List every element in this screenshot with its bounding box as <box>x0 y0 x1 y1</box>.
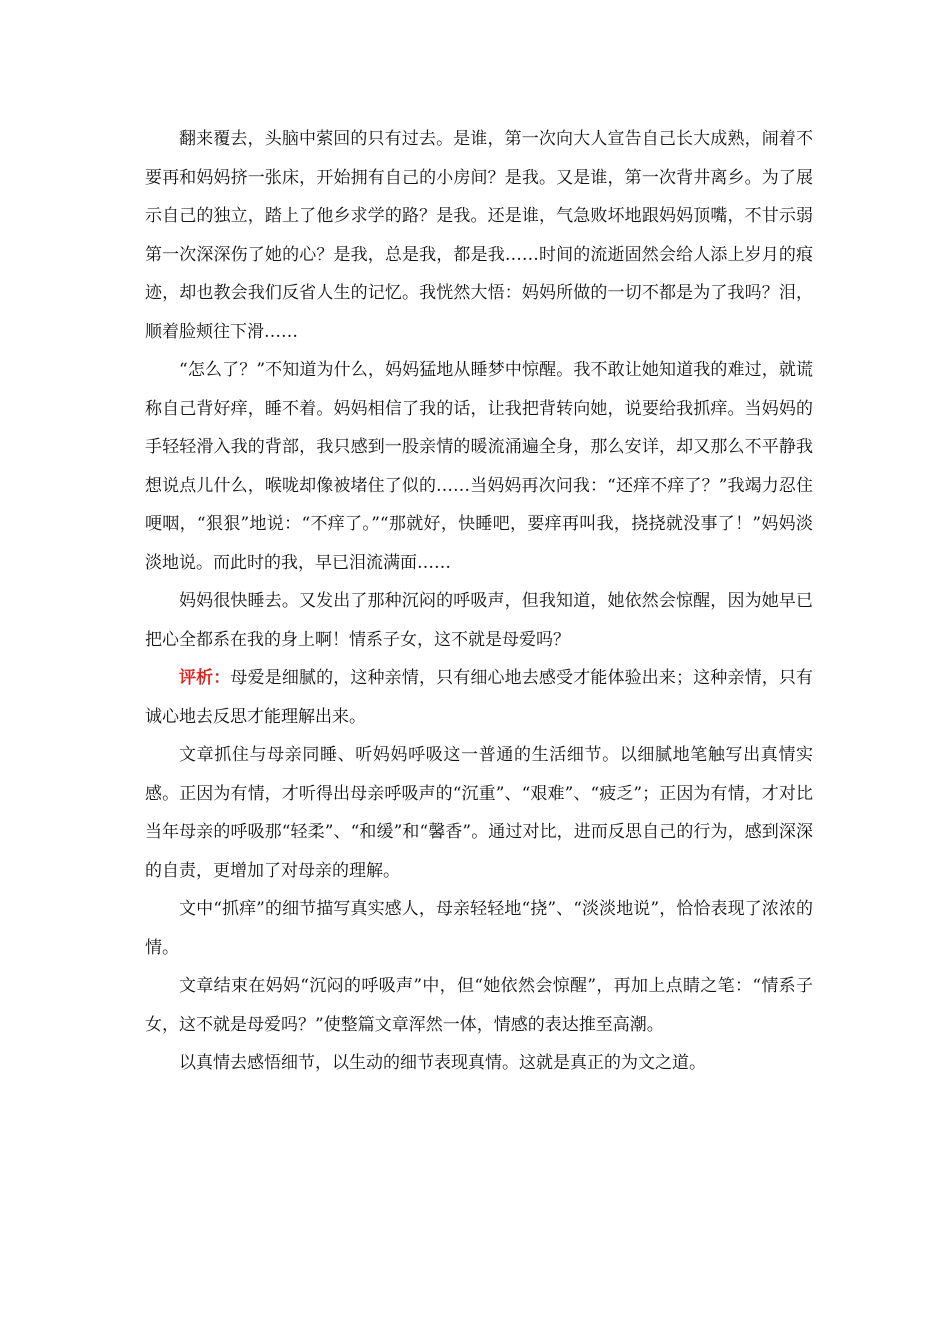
commentary-paragraph-2: 文中“抓痒”的细节描写真实感人，母亲轻轻地“挠”、“淡淡地说”，恰恰表现了浓浓的情。 <box>145 899 813 958</box>
story-paragraph-1: 翻来覆去，头脑中萦回的只有过去。是谁，第一次向大人宣告自己长大成熟，闹着不要再和妈妈挤一张床，开始拥有自己的小房间？是我。又是谁，第一次背井离乡。为了展示自己的独立，踏上了他乡求学的路？是我。还是谁，气急败坏地跟妈妈顶嘴，不甘示弱第一次深深伤了她的心？是我，总是我，都是我……时间的流逝固然会给人添上岁月的痕迹，却也教会我们反省人生的记忆。我恍然大悟：妈妈所做的一切不都是为了我吗？泪，顺着脸颊往下滑…… <box>145 129 813 342</box>
story-paragraph-3: 妈妈很快睡去。又发出了那种沉闷的呼吸声，但我知道，她依然会惊醒，因为她早已把心全都系在我的身上啊！情系子女，这不就是母爱吗？ <box>145 591 813 650</box>
commentary-paragraph-1: 文章抓住与母亲同睡、听妈妈呼吸这一普通的生活细节。以细腻地笔触写出真情实感。正因为有情，才听得出母亲呼吸声的“沉重”、“艰难”、“疲乏”；正因为有情，才对比当年母亲的呼吸那“轻柔”、“和缓”和“馨香”。通过对比，进而反思自己的行为，感到深深的自责，更增加了对母亲的理解。 <box>145 745 813 881</box>
analysis-paragraph <box>145 659 813 736</box>
commentary-paragraph-3: 文章结束在妈妈“沉闷的呼吸声”中，但“她依然会惊醒”，再加上点睛之笔：“情系子女，这不就是母爱吗？”使整篇文章浑然一体，情感的表达推至高潮。 <box>145 976 813 1035</box>
analysis-text: 母爱是细腻的，这种亲情，只有细心地去感受才能体验出来；这种亲情，只有诚心地去反思才能理解出来。 <box>145 668 814 727</box>
story-paragraph-2: “怎么了？”不知道为什么，妈妈猛地从睡梦中惊醒。我不敢让她知道我的难过，就谎称自己背好痒，睡不着。妈妈相信了我的话，让我把背转向她，说要给我抓痒。当妈妈的手轻轻滑入我的背部，我只感到一股亲情的暖流涌遍全身，那么安详，却又那么不平静我想说点儿什么，喉咙却像被堵住了似的……当妈妈再次问我：“还痒不痒了？”我竭力忍住哽咽，“狠狠”地说：“不痒了。”“那就好，快睡吧，要痒再叫我，挠挠就没事了！”妈妈淡淡地说。而此时的我，早已泪流满面…… <box>145 360 813 573</box>
commentary-paragraph-4: 以真情去感悟细节，以生动的细节表现真情。这就是真正的为文之道。 <box>179 1053 706 1073</box>
analysis-label: 评析： <box>179 668 231 688</box>
document-body <box>145 120 813 1083</box>
